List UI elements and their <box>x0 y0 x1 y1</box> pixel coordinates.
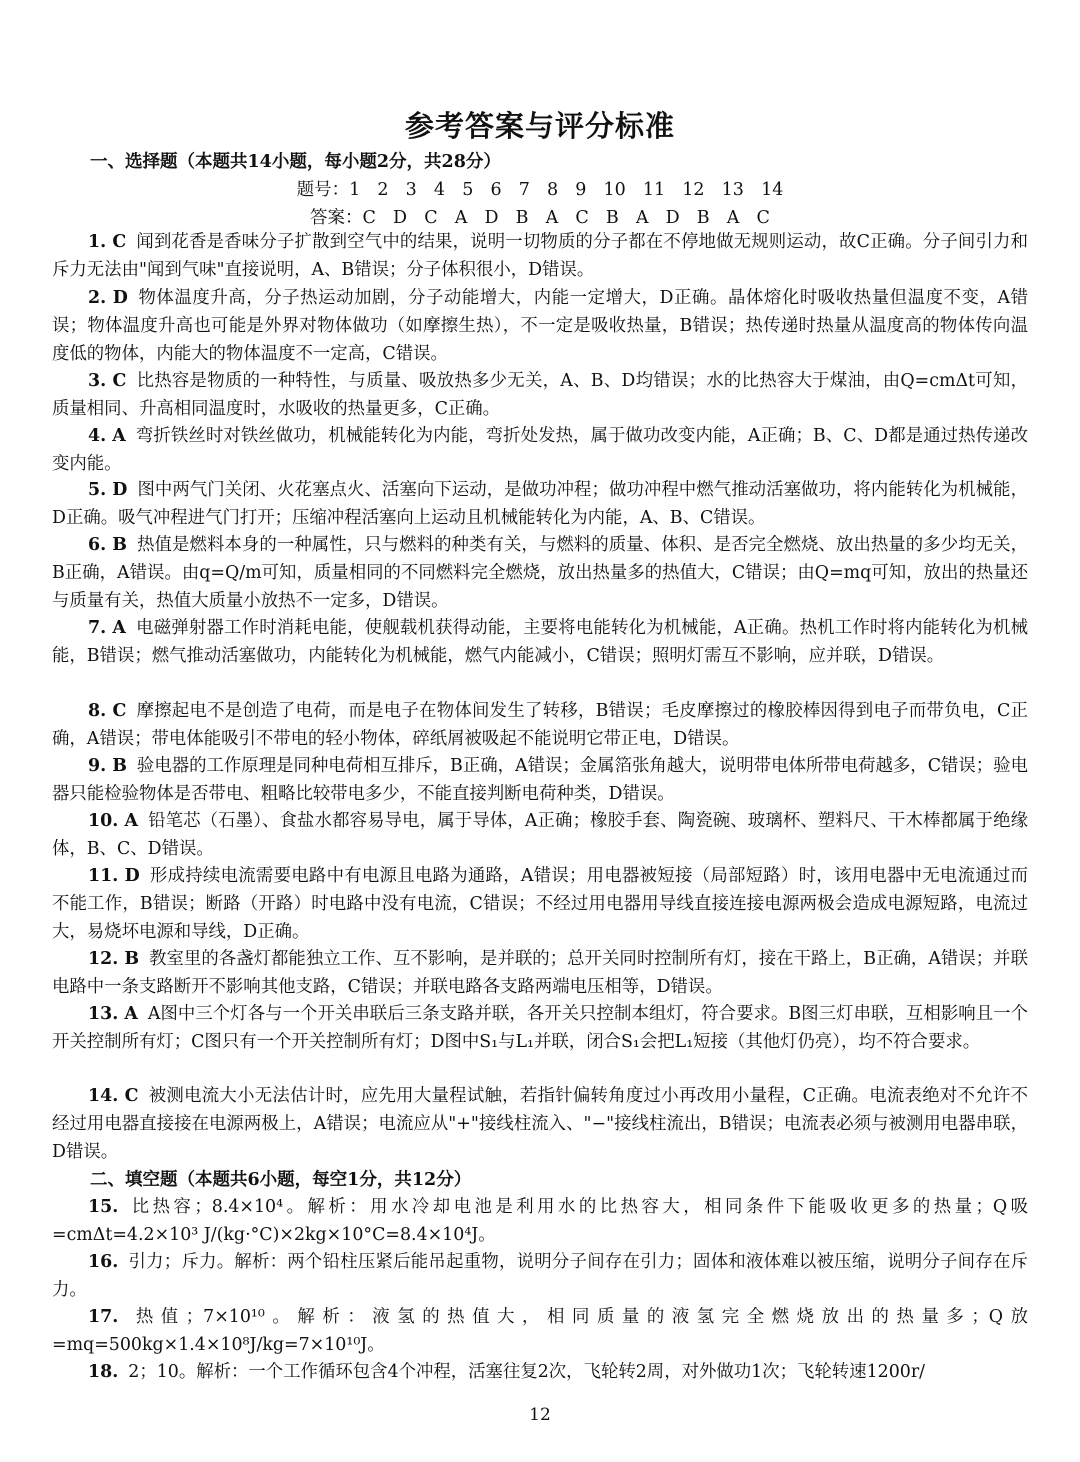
item-number: 5. D <box>88 480 128 500</box>
explanation-item-1 <box>52 228 1028 284</box>
item-text: A图中三个灯各与一个开关串联后三条支路并联，各开关只控制本组灯，符合要求。B图三灯串联，互相影响且一个开关控制所有灯；C图只有一个开关控制所有灯；D图中S₁与L₁并联，闭合S₁会把L₁短接（其他灯仍亮），均不符合要求。 <box>52 1004 1028 1052</box>
item-number: 1. C <box>88 232 127 252</box>
item-text: 电磁弹射器工作时消耗电能，使舰载机获得动能，主要将电能转化为机械能，A正确。热机工作时将内能转化为机械能，B错误；燃气推动活塞做功，内能转化为机械能，燃气内能减小，C错误；照明灯需互不影响，应并联，D错误。 <box>52 618 1028 666</box>
item-text: 热值；7×10¹⁰。解析：液氢的热值大，相同质量的液氢完全燃烧放出的热量多；Q放=mq=500kg×1.4×10⁸J/kg=7×10¹⁰J。 <box>52 1307 1028 1355</box>
explanation-item-10 <box>52 807 1028 863</box>
item-number: 17. <box>88 1307 119 1327</box>
answer-key-answers: 答案：C D C A D B A C B A D B A C <box>310 208 770 228</box>
item-number: 10. A <box>88 811 138 831</box>
item-number: 16. <box>88 1252 119 1272</box>
item-number: 18. <box>88 1362 119 1382</box>
explanation-item-14 <box>52 1082 1028 1166</box>
explanation-item-5 <box>52 476 1028 532</box>
item-text: 摩擦起电不是创造了电荷，而是电子在物体间发生了转移，B错误；毛皮摩擦过的橡胶棒因得到电子而带负电，C正确，A错误；带电体能吸引不带电的轻小物体，碎纸屑被吸起不能说明它带正电，D错误。 <box>52 701 1028 749</box>
explanation-item-4 <box>52 422 1028 478</box>
item-text: 引力；斥力。解析：两个铅柱压紧后能吊起重物，说明分子间存在引力；固体和液体难以被压缩，说明分子间存在斥力。 <box>52 1252 1028 1300</box>
explanation-item-9 <box>52 752 1028 808</box>
fill-item-16 <box>52 1248 1028 1304</box>
item-text: 物体温度升高，分子热运动加剧，分子动能增大，内能一定增大，D正确。晶体熔化时吸收热量但温度不变，A错误；物体温度升高也可能是外界对物体做功（如摩擦生热），不一定是吸收热量，B错误；热传递时热量从温度高的物体传向温度低的物体，内能大的物体温度不一定高，C错误。 <box>52 288 1028 364</box>
explanation-item-13 <box>52 1000 1028 1056</box>
item-number: 6. B <box>88 535 127 555</box>
item-text: 弯折铁丝时对铁丝做功，机械能转化为内能，弯折处发热，属于做功改变内能，A正确；B、C、D都是通过热传递改变内能。 <box>52 426 1029 474</box>
explanation-item-12 <box>52 945 1028 1001</box>
answer-key-question-numbers: 题号：1 2 3 4 5 6 7 8 9 10 11 12 13 14 <box>296 180 784 200</box>
section-heading-multiple-choice: 一、选择题（本题共14小题，每小题2分，共28分） <box>90 152 501 172</box>
item-number: 7. A <box>88 618 126 638</box>
item-text: 形成持续电流需要电路中有电源且电路为通路，A错误；用电器被短接（局部短路）时，该用电器中无电流通过而不能工作，B错误；断路（开路）时电路中没有电流，C错误；不经过用电器用导线直接连接电源两极会造成电源短路，电流过大，易烧坏电源和导线，D正确。 <box>52 866 1028 942</box>
item-text: 图中两气门关闭、火花塞点火、活塞向下运动，是做功冲程；做功冲程中燃气推动活塞做功，将内能转化为机械能，D正确。吸气冲程进气门打开；压缩冲程活塞向上运动且机械能转化为内能，A、B、C错误。 <box>52 480 1028 528</box>
fill-item-18 <box>52 1358 1028 1386</box>
explanation-item-2 <box>52 284 1028 368</box>
explanation-item-7 <box>52 614 1028 670</box>
item-text: 热值是燃料本身的一种属性，只与燃料的种类有关，与燃料的质量、体积、是否完全燃烧、放出热量的多少均无关，B正确，A错误。由q=Q/m可知，质量相同的不同燃料完全燃烧，放出热量多的热值大，C错误；由Q=mq可知，放出的热量还与质量有关，热值大质量小放热不一定多，D错误。 <box>52 535 1028 611</box>
item-number: 14. C <box>88 1086 139 1106</box>
explanation-item-6 <box>52 531 1028 615</box>
item-text: 铅笔芯（石墨）、食盐水都容易导电，属于导体，A正确；橡胶手套、陶瓷碗、玻璃杯、塑料尺、干木棒都属于绝缘体，B、C、D错误。 <box>52 811 1028 859</box>
item-number: 2. D <box>88 288 128 308</box>
explanation-item-3 <box>52 367 1028 423</box>
section-heading-fill-in: 二、填空题（本题共6小题，每空1分，共12分） <box>90 1170 472 1190</box>
item-text: 教室里的各盏灯都能独立工作、互不影响，是并联的；总开关同时控制所有灯，接在干路上，B正确，A错误；并联电路中一条支路断开不影响其他支路，C错误；并联电路各支路两端电压相等，D错误。 <box>52 949 1028 997</box>
explanation-item-8 <box>52 697 1028 753</box>
item-number: 12. B <box>88 949 140 969</box>
document-title: 参考答案与评分标准 <box>404 109 675 143</box>
fill-item-15 <box>52 1193 1028 1249</box>
item-number: 9. B <box>88 756 127 776</box>
page-number: 12 <box>529 1405 551 1425</box>
item-text: 闻到花香是香味分子扩散到空气中的结果，说明一切物质的分子都在不停地做无规则运动，故C正确。分子间引力和斥力无法由"闻到气味"直接说明，A、B错误；分子体积很小，D错误。 <box>52 232 1028 280</box>
item-number: 11. D <box>88 866 140 886</box>
item-number: 15. <box>88 1197 119 1217</box>
item-number: 13. A <box>88 1004 138 1024</box>
item-text: 比热容；8.4×10⁴。解析：用水冷却电池是利用水的比热容大，相同条件下能吸收更多的热量；Q吸=cmΔt=4.2×10³ J/(kg·°C)×2kg×10°C=8.4×10⁴J。 <box>52 1197 1028 1245</box>
item-text: 比热容是物质的一种特性，与质量、吸放热多少无关，A、B、D均错误；水的比热容大于煤油，由Q=cmΔt可知，质量相同、升高相同温度时，水吸收的热量更多，C正确。 <box>52 371 1028 419</box>
fill-item-17 <box>52 1303 1028 1359</box>
item-number: 8. C <box>88 701 127 721</box>
item-text: 被测电流大小无法估计时，应先用大量程试触，若指针偏转角度过小再改用小量程，C正确。电流表绝对不允许不经过用电器直接接在电源两极上，A错误；电流应从"+"接线柱流入、"−"接线柱流出，B错误；电流表必须与被测用电器串联，D错误。 <box>52 1086 1028 1162</box>
item-text: 2；10。解析：一个工作循环包含4个冲程，活塞往复2次，飞轮转2周，对外做功1次；飞轮转速1200r/ <box>128 1362 925 1382</box>
item-number: 4. A <box>88 426 126 446</box>
item-number: 3. C <box>88 371 127 391</box>
item-text: 验电器的工作原理是同种电荷相互排斥，B正确，A错误；金属箔张角越大，说明带电体所带电荷越多，C错误；验电器只能检验物体是否带电、粗略比较带电多少，不能直接判断电荷种类，D错误。 <box>52 756 1028 804</box>
explanation-item-11 <box>52 862 1028 946</box>
